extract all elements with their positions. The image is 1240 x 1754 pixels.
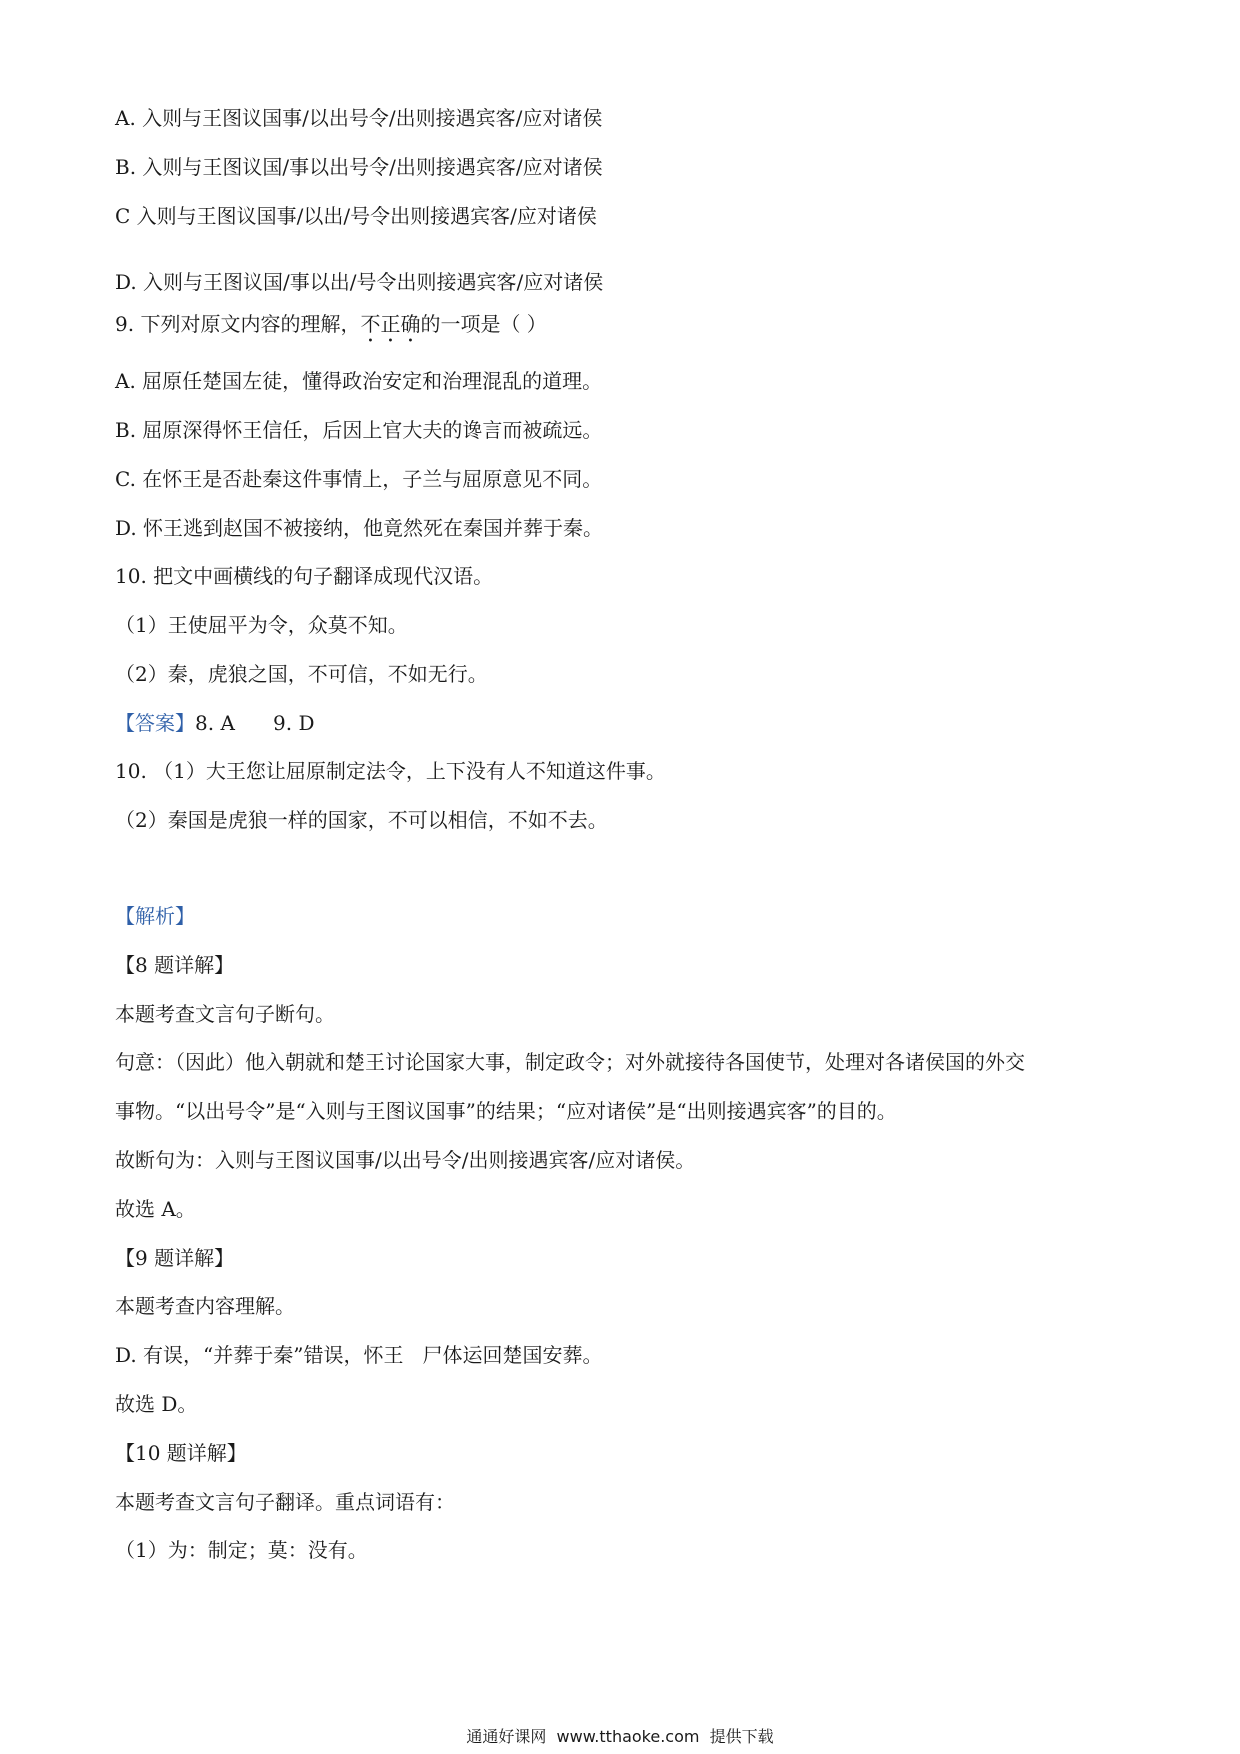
- q10-detail-p2: （1）为：制定；莫：没有。: [115, 1538, 368, 1562]
- q9-stem-after: 的一项是（ ）: [420, 312, 547, 336]
- page-footer: 通通好课网 www.tthaoke.com 提供下载: [466, 1727, 774, 1746]
- q8-detail-p1: 本题考查文言句子断句。: [115, 1002, 335, 1026]
- answer-label: 【答案】: [115, 711, 195, 735]
- answer-line: [115, 709, 315, 737]
- q8-option-a: A. 入则与王图议国事/以出号令/出则接遇宾客/应对诸侯: [115, 106, 603, 130]
- q8-option-d: D. 入则与王图议国/事以出/号令出则接遇宾客/应对诸侯: [115, 270, 604, 294]
- q10-detail-p1: 本题考查文言句子翻译。重点词语有：: [115, 1490, 455, 1514]
- answer-text: 8. A 9. D: [195, 711, 315, 735]
- analysis-label: 【解析】: [115, 904, 195, 928]
- q9-option-c: C. 在怀王是否赴秦这件事情上，子兰与屈原意见不同。: [115, 467, 603, 491]
- q10-item-2: （2）秦，虎狼之国，不可信，不如无行。: [115, 662, 488, 686]
- q9-option-a: A. 屈原任楚国左徒，懂得政治安定和治理混乱的道理。: [115, 369, 603, 393]
- q8-detail-p4: 故断句为：入则与王图议国事/以出号令/出则接遇宾客/应对诸侯。: [115, 1148, 696, 1172]
- q10-stem: 10. 把文中画横线的句子翻译成现代汉语。: [115, 564, 494, 588]
- answer-10-1: 10. （1）大王您让屈原制定法令，上下没有人不知道这件事。: [115, 759, 666, 783]
- q8-detail-p2: 句意：（因此）他入朝就和楚王讨论国家大事，制定政令；对外就接待各国使节，处理对各诸侯国的外交: [115, 1050, 1025, 1074]
- q10-detail-heading: 【10 题详解】: [115, 1441, 247, 1465]
- q9-stem-before: 9. 下列对原文内容的理解，: [115, 312, 361, 336]
- q9-detail-p1: 本题考查内容理解。: [115, 1294, 295, 1318]
- q9-detail-p3: 故选 D。: [115, 1392, 198, 1416]
- q8-option-b: B. 入则与王图议国/事以出号令/出则接遇宾客/应对诸侯: [115, 155, 603, 179]
- q8-detail-p5: 故选 A。: [115, 1197, 196, 1221]
- q8-option-c: C 入则与王图议国事/以出/号令出则接遇宾客/应对诸侯: [115, 204, 597, 228]
- answer-10-2: （2）秦国是虎狼一样的国家，不可以相信，不如不去。: [115, 808, 608, 832]
- q8-detail-heading: 【8 题详解】: [115, 953, 235, 977]
- q9-stem: [115, 310, 547, 347]
- q9-detail-heading: 【9 题详解】: [115, 1246, 235, 1270]
- q10-item-1: （1）王使屈平为令，众莫不知。: [115, 613, 408, 637]
- q9-stem-emphasis: 不正确: [360, 312, 421, 336]
- q9-option-b: B. 屈原深得怀王信任，后因上官大夫的谗言而被疏远。: [115, 418, 603, 442]
- q9-detail-p2: D. 有误，“并葬于秦”错误，怀王 尸体运回楚国安葬。: [115, 1343, 603, 1367]
- q8-detail-p3: 事物。“以出号令”是“入则与王图议国事”的结果；“应对诸侯”是“出则接遇宾客”的目的。: [115, 1099, 897, 1123]
- q9-option-d: D. 怀王逃到赵国不被接纳，他竟然死在秦国并葬于秦。: [115, 516, 604, 540]
